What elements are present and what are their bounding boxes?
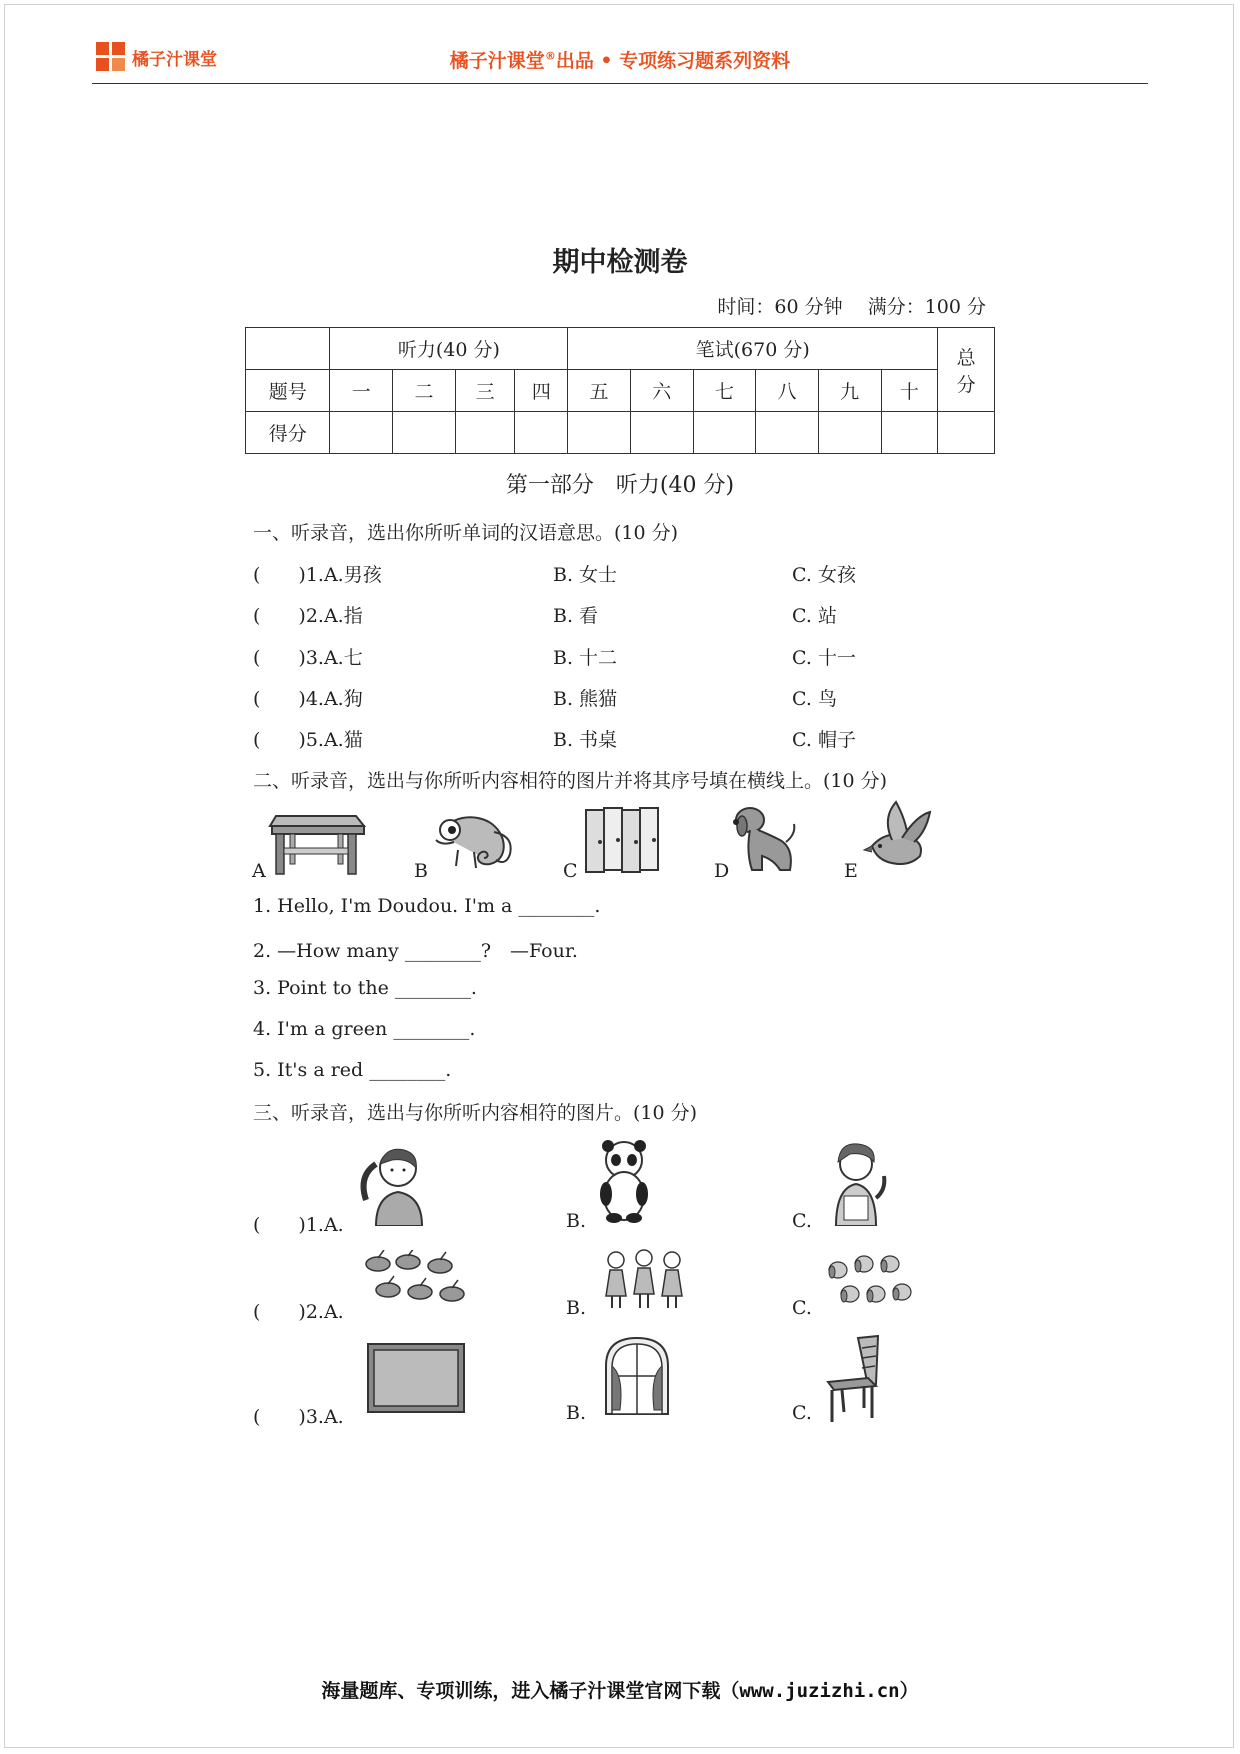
window-picture	[602, 1336, 672, 1416]
s2-label-c: C	[563, 860, 578, 882]
question-number-row: 题号 一 二 三 四 五 六 七 八 九 十	[246, 370, 995, 412]
brand	[96, 42, 217, 72]
s3-q2-b: B.	[566, 1297, 587, 1319]
s1-item-5-a: ( )5.A.猫	[253, 729, 363, 751]
footer: 海量题库、专项训练，进入橘子汁课堂官网下载（www.juzizhi.cn）	[321, 1680, 919, 1702]
s1-item-3-c: C. 十一	[792, 647, 856, 669]
s1-item-4-c: C. 鸟	[792, 688, 837, 710]
s1-item-5-b: B. 书桌	[553, 729, 618, 751]
exam-meta: 时间：60 分钟 满分：100 分	[717, 296, 986, 318]
s1-item-1-c: C. 女孩	[792, 564, 856, 586]
s1-item-2-b: B. 看	[553, 605, 599, 627]
brand-name: 橘子汁课堂	[132, 49, 217, 70]
s3-q3-label: ( )3.A.	[253, 1406, 344, 1428]
logo-icon	[96, 42, 126, 72]
s1-item-4-b: B. 熊猫	[553, 688, 618, 710]
section-3-heading: 三、听录音，选出与你所听内容相符的图片。(10 分)	[253, 1102, 698, 1124]
s2-label-b: B	[414, 860, 428, 882]
s2-label-a: A	[252, 860, 266, 882]
doors-picture	[584, 806, 660, 874]
part-one-heading: 第一部分 听力(40 分)	[505, 473, 735, 498]
header-title: 橘子汁课堂®出品 • 专项练习题系列资料	[449, 49, 791, 72]
three-girls-picture	[600, 1248, 690, 1310]
section-2-heading: 二、听录音，选出与你所听内容相符的图片并将其序号填在横线上。(10 分)	[253, 770, 888, 792]
birds-group-picture	[358, 1250, 468, 1312]
boy-touching-head-picture	[356, 1140, 436, 1226]
s3-q3-c: C.	[792, 1402, 812, 1424]
listening-header: 听力(40 分)	[330, 328, 568, 370]
s1-item-5-c: C. 帽子	[792, 729, 856, 751]
blackboard-picture	[366, 1342, 466, 1414]
dogs-group-picture	[824, 1250, 914, 1314]
dog-picture	[728, 800, 798, 876]
total-header: 总 分	[938, 328, 995, 412]
section-1-heading: 一、听录音，选出你所听单词的汉语意思。(10 分)	[253, 522, 679, 544]
score-row: 得分	[246, 412, 995, 454]
page-title: 期中检测卷	[552, 247, 688, 278]
s2-sentence-1: 1. Hello, I'm Doudou. I'm a ________.	[253, 895, 601, 917]
s2-sentence-5: 5. It's a red ________.	[253, 1059, 452, 1081]
s1-item-2-a: ( )2.A.指	[253, 605, 363, 627]
s3-q3-b: B.	[566, 1402, 587, 1424]
s1-item-1-b: B. 女士	[553, 564, 618, 586]
s2-sentence-4: 4. I'm a green ________.	[253, 1018, 476, 1040]
panda-picture	[596, 1138, 652, 1224]
s3-q1-label: ( )1.A.	[253, 1214, 344, 1236]
s3-q2-label: ( )2.A.	[253, 1301, 344, 1323]
s1-item-4-a: ( )4.A.狗	[253, 688, 363, 710]
header-divider	[92, 83, 1148, 84]
s2-sentence-3: 3. Point to the ________.	[253, 977, 477, 999]
girl-waving-picture	[826, 1138, 892, 1226]
desk-picture	[268, 806, 366, 876]
s2-label-e: E	[844, 860, 858, 882]
s1-item-2-c: C. 站	[792, 605, 837, 627]
s1-item-1-a: ( )1.A.男孩	[253, 564, 382, 586]
score-table	[245, 327, 995, 454]
s2-label-d: D	[714, 860, 730, 882]
s2-sentence-2: 2. —How many ________? —Four.	[253, 940, 578, 962]
s3-q2-c: C.	[792, 1297, 812, 1319]
s3-q1-c: C.	[792, 1210, 812, 1232]
chameleon-picture	[428, 802, 522, 880]
s1-item-3-b: B. 十二	[553, 647, 618, 669]
s3-q1-b: B.	[566, 1210, 587, 1232]
bird-picture	[862, 798, 934, 872]
s1-item-3-a: ( )3.A.七	[253, 647, 363, 669]
chair-picture	[824, 1334, 884, 1424]
writing-header: 笔试(670 分)	[568, 328, 938, 370]
